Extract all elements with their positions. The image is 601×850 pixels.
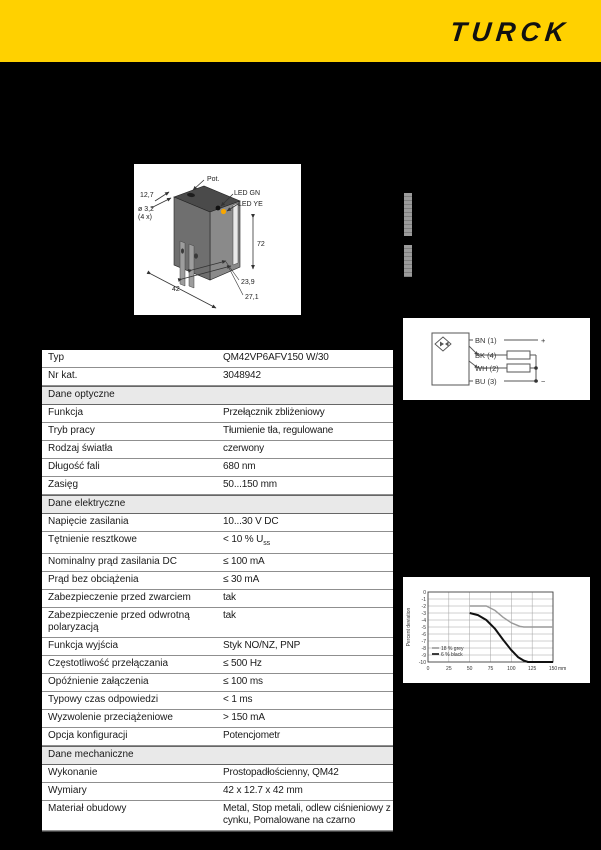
legend-label: 6 % black <box>441 652 463 658</box>
led-ye-label: LED YE <box>238 201 263 208</box>
x-tick-label: 150 <box>548 666 558 672</box>
spec-row: Nominalny prąd zasilania DC ≤ 100 mA <box>42 554 393 572</box>
spec-row: Typ QM42VP6AFV150 W/30 <box>42 350 393 368</box>
wiring-diagram <box>403 318 590 400</box>
spec-row: Wykonanie Prostopadłościenny, QM42 <box>42 765 393 783</box>
spec-row: Prąd bez obciążenia ≤ 30 mA <box>42 572 393 590</box>
x-tick-label: 125 <box>527 666 537 672</box>
spec-row: Zabezpieczenie przed zwarciem tak <box>42 590 393 608</box>
minus-terminal-label: − <box>541 377 546 386</box>
spec-row: Opcja konfiguracji Potencjometr <box>42 728 393 746</box>
plus-terminal-label: + <box>541 336 546 345</box>
spec-row: Długość fali 680 nm <box>42 459 393 477</box>
dim-27-1-label: 27,1 <box>245 294 259 301</box>
hole-dia-label: ø 3,2 <box>138 206 154 213</box>
spec-row: Tętnienie resztkowe < 10 % $U_{ss}$ <box>42 532 393 554</box>
hole-leader-line <box>151 198 171 208</box>
dim-72-label: 72 <box>257 241 265 248</box>
spec-row: Zasięg 50...150 mm <box>42 477 393 495</box>
section-header-row: Dane mechaniczne <box>42 746 393 765</box>
side-tab <box>404 245 412 277</box>
spec-row: Opóźnienie załączenia ≤ 100 ms <box>42 674 393 692</box>
y-tick-label: -1 <box>421 597 426 603</box>
performance-chart <box>403 577 590 683</box>
brand-header-band <box>0 0 601 62</box>
x-tick-label: 75 <box>487 666 494 672</box>
wire-label-wh: WH (2) <box>475 364 499 373</box>
spec-row: Wymiary 42 x 12.7 x 42 mm <box>42 783 393 801</box>
led-yellow-dot <box>221 209 226 214</box>
spec-row: Wyzwolenie przeciążeniowe > 150 mA <box>42 710 393 728</box>
section-header-row: Dane optyczne <box>42 386 393 405</box>
spec-row: Materiał obudowy Metal, Stop metali, odlew ciśnieniowy z cynku, Pomalowane na czarno <box>42 801 393 831</box>
y-tick-label: -7 <box>421 639 426 645</box>
junction-dot <box>534 379 538 383</box>
body-hole <box>194 253 198 258</box>
load-resistor <box>507 351 530 359</box>
y-axis-title: Percent deviation <box>406 607 412 647</box>
spec-table <box>42 350 393 832</box>
wiring-diagram-svg <box>403 318 590 400</box>
performance-chart-box <box>403 577 590 683</box>
y-tick-label: -4 <box>421 618 426 624</box>
x-tick-label: 100 <box>507 666 516 672</box>
y-tick-label: -3 <box>421 611 426 617</box>
y-tick-label: -9 <box>421 653 426 659</box>
spec-row: Rodzaj światła czerwony <box>42 441 393 459</box>
spec-row: Napięcie zasilania 10...30 V DC <box>42 514 393 532</box>
pot-label: Pot. <box>207 176 220 183</box>
wire-label-bn: BN (1) <box>475 336 497 345</box>
turck-logo: TURCK <box>447 17 571 47</box>
led-green-dot <box>216 206 221 211</box>
dim-12-7-label: 12,7 <box>140 192 154 199</box>
spec-row: Zabezpieczenie przed odwrotną polaryzacją tak <box>42 608 393 638</box>
junction-dot <box>534 366 538 370</box>
wire-label-bk: BK (4) <box>475 351 497 360</box>
spec-row: Nr kat. 3048942 <box>42 368 393 386</box>
x-tick-label: 50 <box>466 666 473 672</box>
side-tab <box>404 193 412 236</box>
spec-row: Funkcja Przełącznik zbliżeniowy <box>42 405 393 423</box>
spec-row: Typowy czas odpowiedzi < 1 ms <box>42 692 393 710</box>
y-tick-label: -8 <box>421 646 426 652</box>
spec-row: Tryb pracy Tłumienie tła, regulowane <box>42 423 393 441</box>
y-tick-label: -5 <box>421 625 426 631</box>
led-gn-label: LED GN <box>234 190 261 197</box>
receiver-arrow-icon <box>445 342 449 347</box>
x-tick-label: 0 <box>426 666 430 672</box>
load-resistor <box>507 364 530 372</box>
product-drawing <box>134 164 301 315</box>
spec-row: Funkcja wyjścia Styk NO/NZ, PNP <box>42 638 393 656</box>
y-tick-label: -6 <box>421 632 426 638</box>
y-tick-label: -2 <box>421 604 426 610</box>
y-tick-label: -10 <box>418 660 426 666</box>
section-header-row: Dane elektryczne <box>42 495 393 514</box>
bracket-leg <box>189 244 194 288</box>
sensor-lens-window <box>233 203 238 265</box>
dim-23-9-label: 23,9 <box>241 279 255 286</box>
emitter-arrow-icon <box>440 342 444 347</box>
sensor-symbol-box <box>432 333 469 385</box>
y-tick-label: 0 <box>423 590 426 596</box>
x-unit-label: mm <box>558 666 567 672</box>
legend-label: 18 % grey <box>441 646 464 652</box>
wire-label-bu: BU (3) <box>475 377 497 386</box>
spec-row: Częstotliwość przełączania ≤ 500 Hz <box>42 656 393 674</box>
hole-count-label: (4 x) <box>138 214 152 221</box>
x-tick-label: 25 <box>446 666 452 672</box>
dim-42-label: 42 <box>172 286 180 293</box>
leg-hole <box>181 248 184 253</box>
product-drawing-svg <box>134 164 301 315</box>
